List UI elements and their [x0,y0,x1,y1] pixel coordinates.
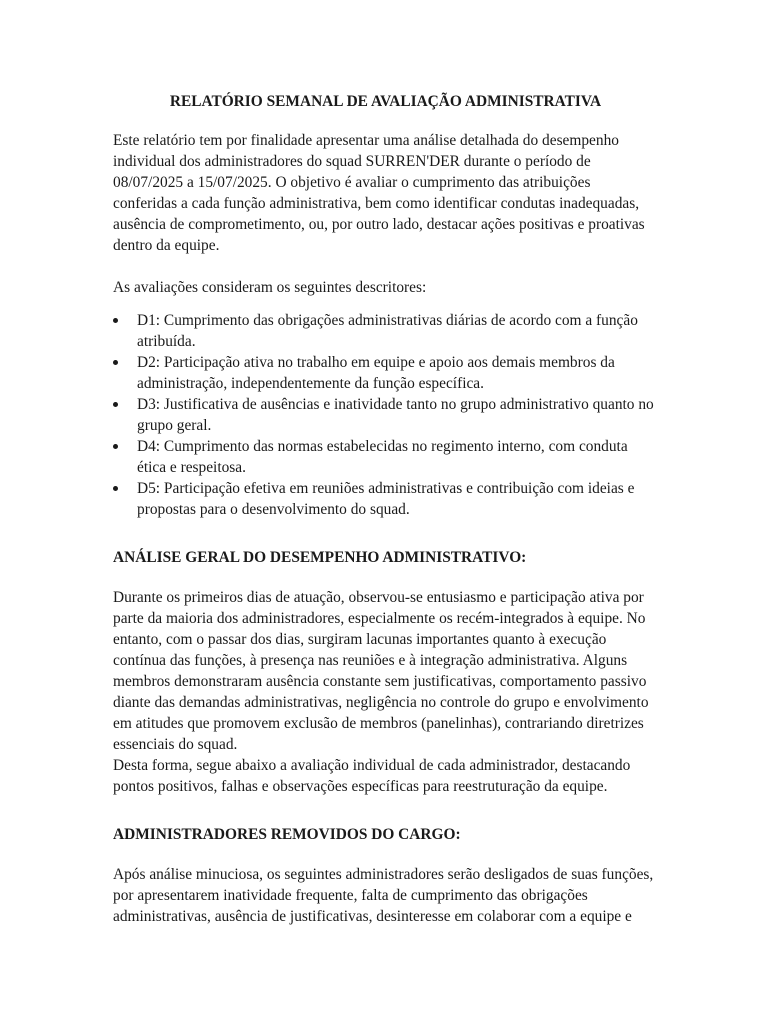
descriptors-intro: As avaliações consideram os seguintes descritores: [113,279,427,296]
removed-admins-section [113,824,658,927]
descriptor-text: D2: Participação ativa no trabalho em equipe e apoio aos demais membros da administração, independentemente da função específica. [137,354,615,392]
bullet-icon [113,318,118,323]
document-title: RELATÓRIO SEMANAL DE AVALIAÇÃO ADMINISTRATIVA [169,93,602,110]
removed-admins-paragraph: Após análise minuciosa, os seguintes administradores serão desligados de suas funções, por apresentarem inatividade frequente, falta de cumprimento das obrigações administrativas, ausência de justificativas, desinteresse em colaborar com a equipe e [113,866,654,925]
bullet-icon [113,486,118,491]
descriptor-text: D5: Participação efetiva em reuniões administrativas e contribuição com ideias e propostas para o desenvolvimento do squad. [137,480,635,518]
descriptor-text: D1: Cumprimento das obrigações administrativas diárias de acordo com a função atribuída. [137,312,638,350]
descriptor-item-d2 [113,352,658,394]
general-analysis-conclusion: Desta forma, segue abaixo a avaliação individual de cada administrador, destacando pontos positivos, falhas e observações específicas para reestruturação da equipe. [113,757,631,795]
bullet-icon [113,444,118,449]
bullet-icon [113,360,118,365]
bullet-icon [113,402,118,407]
descriptor-item-d5 [113,478,658,520]
intro-paragraph: Este relatório tem por finalidade apresentar uma análise detalhada do desempenho individual dos administradores do squad SURREN'DER durante o período de 08/07/2025 a 15/07/2025. O objetivo é avaliar o cumprimento das atribuições conferidas a cada função administrativa, bem como identificar condutas inadequadas, ausência de comprometimento, ou, por outro lado, destacar ações positivas e proativas dentro da equipe. [113,132,645,254]
section-heading-removed-admins: ADMINISTRADORES REMOVIDOS DO CARGO: [113,826,461,843]
section-heading-general-analysis: ANÁLISE GERAL DO DESEMPENHO ADMINISTRATIVO: [113,549,527,566]
descriptor-item-d4 [113,436,658,478]
descriptor-item-d3 [113,394,658,436]
general-analysis-paragraph: Durante os primeiros dias de atuação, observou-se entusiasmo e participação ativa por parte da maioria dos administradores, especialmente os recém-integrados à equipe. No entanto, com o passar dos dias, surgiram lacunas importantes quanto à execução contínua das funções, à presença nas reuniões e à integração administrativa. Alguns membros demonstraram ausência constante sem justificativas, comportamento passivo diante das demandas administrativas, negligência no controle do grupo e envolvimento em atitudes que promovem exclusão de membros (panelinhas), contrariando diretrizes essenciais do squad. [113,589,649,753]
descriptor-text: D3: Justificativa de ausências e inatividade tanto no grupo administrativo quanto no grupo geral. [137,396,654,434]
general-analysis-section [113,547,658,797]
descriptor-text: D4: Cumprimento das normas estabelecidas no regimento interno, com conduta ética e respeitosa. [137,438,628,476]
descriptor-list [113,310,658,520]
descriptor-item-d1 [113,310,658,352]
